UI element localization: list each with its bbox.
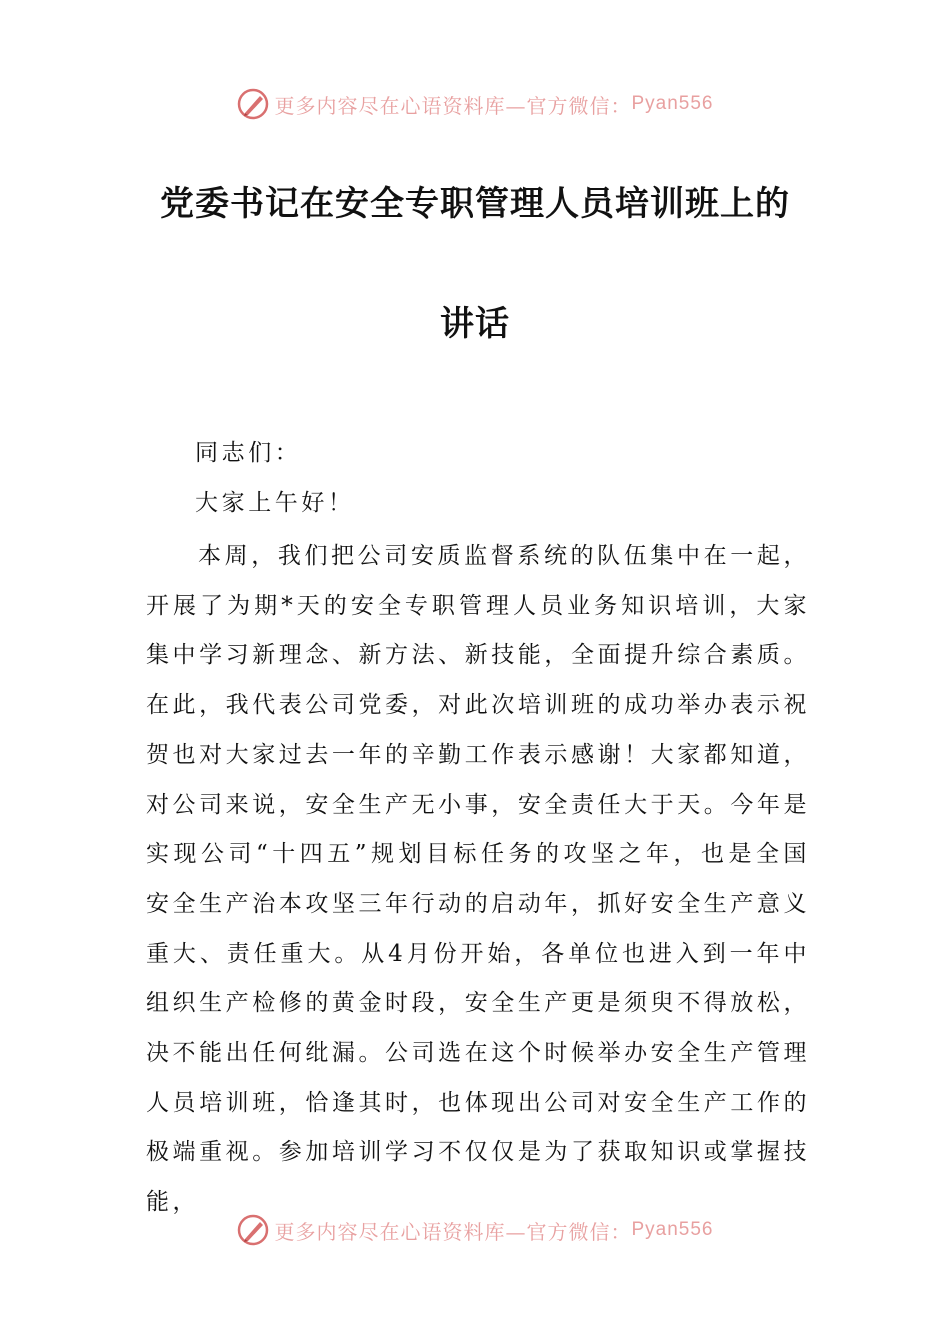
greeting-good-morning: 大家上午好！: [195, 490, 355, 516]
watermark-text: 更多内容尽在心语资料库—官方微信：: [274, 1219, 632, 1244]
document-title-line1: 党委书记在安全专职管理人员培训班上的: [160, 184, 790, 224]
header-watermark: [0, 84, 950, 124]
speech-paragraph: 本周，我们把公司安质监督系统的队伍集中在一起，开展了为期*天的安全专职管理人员业务知识培训，大家集中学习新理念、新方法、新技能，全面提升综合素质。在此，我代表公司党委，对此次培训班的成功举办表示祝贺也对大家过去一年的辛勤工作表示感谢！大家都知道，对公司来说，安全生产无小事，安全责任大于天。今年是实现公司“十四五”规划目标任务的攻坚之年，也是全国安全生产治本攻坚三年行动的启动年，抓好安全生产意义重大、责任重大。从4月份开始，各单位也进入到一年中组织生产检修的黄金时段，安全生产更是须臾不得放松，决不能出任何纰漏。公司选在这个时候举办安全生产管理人员培训班，恰逢其时，也体现出公司对安全生产工作的极端重视。参加培训学习不仅仅是为了获取知识或掌握技能，: [146, 543, 810, 1216]
footer-watermark: [0, 1210, 950, 1250]
greeting-comrades: 同志们：: [195, 440, 302, 466]
pen-logo-icon: [236, 1213, 270, 1247]
document-title-line2: 讲话: [440, 304, 510, 344]
pen-logo-icon: [236, 87, 270, 121]
watermark-text: 更多内容尽在心语资料库—官方微信：: [274, 93, 632, 118]
wechat-id: Pyan556: [631, 93, 714, 114]
wechat-id: Pyan556: [631, 1219, 714, 1240]
